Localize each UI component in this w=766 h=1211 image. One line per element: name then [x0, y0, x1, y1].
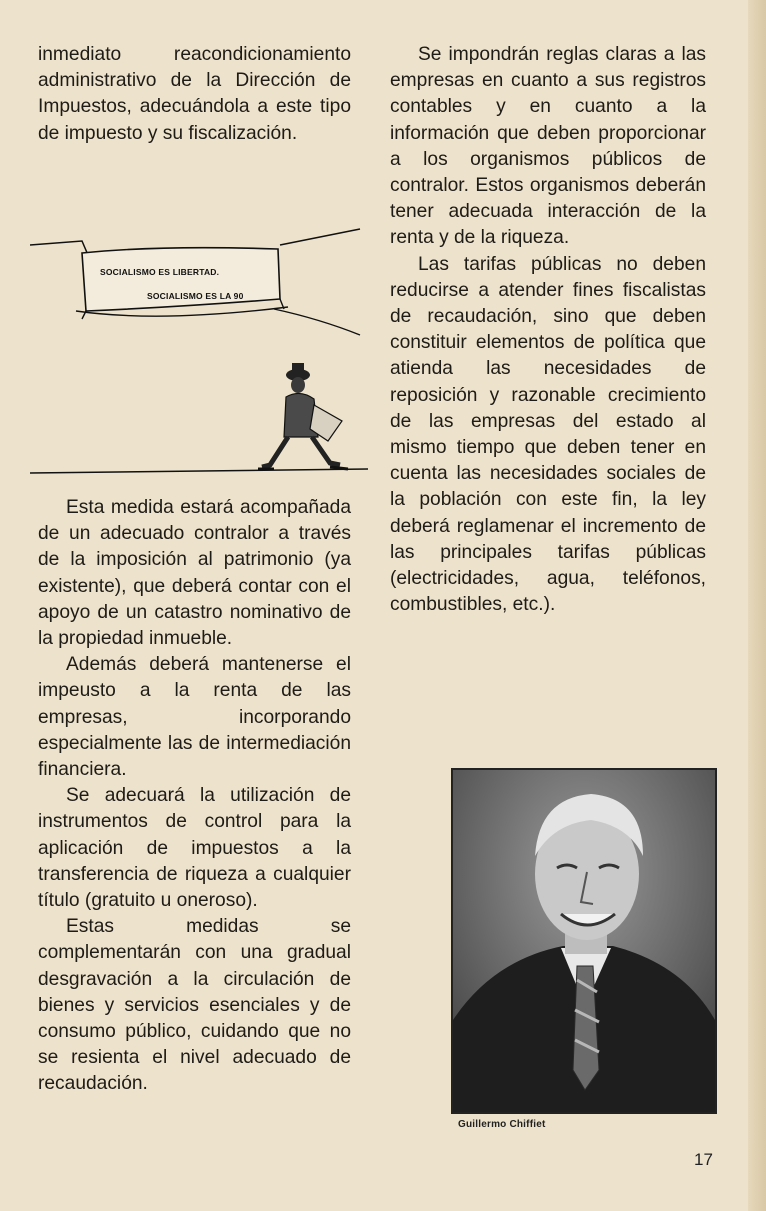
paragraph: Las tarifas públicas no deben reducirse a atender fines fiscalistas de recaudación, sino que deben constituir elementos de política que atienda las necesidades de reposición y razonable crecimiento de las empresas del estado al mismo tiempo que deben tener en cuenta las necesidades sociales de la población con este fin, la ley deberá reglamenar el incremento de las principales tarifas públicas (electricidades, agua, teléfonos, combustibles, etc.).	[390, 253, 706, 616]
left-column-body	[38, 495, 351, 1098]
paragraph: Esta medida estará acompañada de un adecuado contralor a través de la imposición al patrimonio (ya existente), que deberá contar con el apoyo de un catastro nominativo de la propiedad inmueble.	[38, 497, 351, 650]
paragraph: Estas medidas se complementarán con una gradual desgravación a la circulación de bienes y servicios esenciales y de consumo público, cuidando que no se resienta el nivel adecuado de recaudación.	[38, 916, 351, 1095]
paragraph: Además deberá mantenerse el impeusto a la renta de las empresas, incorporando especialmente las de intermediación financiera.	[38, 654, 351, 781]
paragraph: Se impondrán reglas claras a las empresas en cuanto a sus registros contables y en cuanto a la información que deben proporcionar a los organismos públicos de contralor. Estos organismos deberán tener adecuada interacción de la renta y de la riqueza.	[390, 44, 706, 249]
portrait-drawing	[453, 770, 715, 1112]
cartoon-drawing	[30, 215, 368, 485]
page-number: 17	[694, 1150, 713, 1169]
banner-text-line-1: SOCIALISMO ES LIBERTAD.	[100, 267, 220, 277]
cartoon-illustration	[30, 215, 368, 485]
left-column-intro	[38, 42, 351, 147]
photo-caption: Guillermo Chiffiet	[458, 1119, 546, 1130]
right-column	[390, 42, 706, 618]
page-edge	[748, 0, 766, 1211]
intro-paragraph: inmediato reacondicionamiento administrativo de la Dirección de Impuestos, adecuándola a este tipo de impuesto y su fiscalización.	[38, 44, 351, 144]
paragraph: Se adecuará la utilización de instrumentos de control para la aplicación de impuestos a la transferencia de riqueza a cualquier título (gratuito u oneroso).	[38, 785, 351, 912]
portrait-photo	[451, 768, 717, 1114]
banner-text-line-2: SOCIALISMO ES LA 90	[147, 291, 244, 301]
